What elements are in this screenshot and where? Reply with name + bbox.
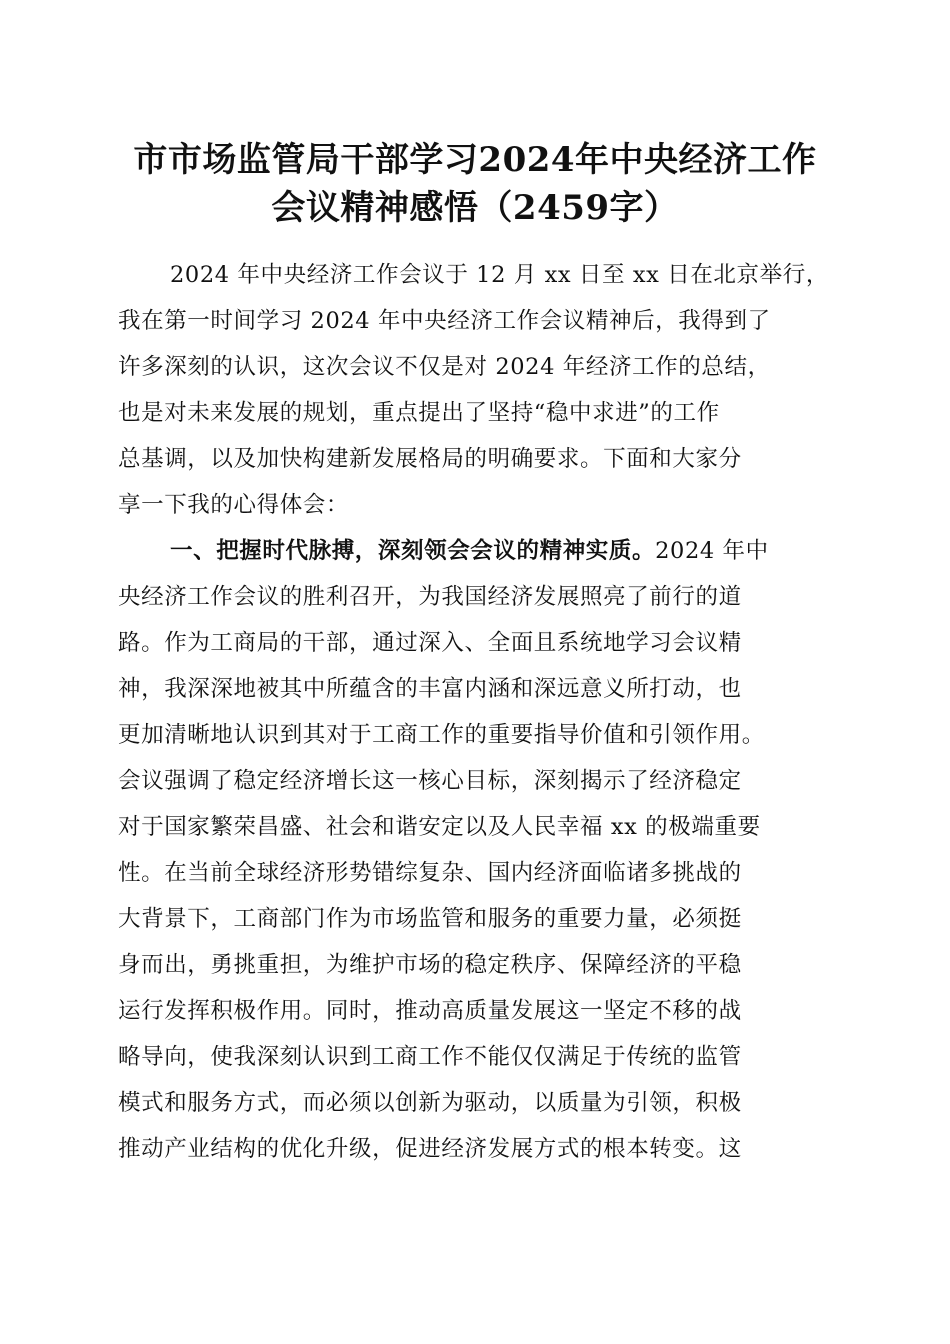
- title-line-1: 市市场监管局干部学习2024年中央经济工作: [133, 140, 817, 180]
- section-1-line: 模式和服务方式，而必须以创新为驱动，以质量为引领，积极: [118, 1090, 742, 1116]
- section-1-line: 推动产业结构的优化升级，促进经济发展方式的根本转变。这: [118, 1136, 742, 1162]
- section-1-line: 路。作为工商局的干部，通过深入、全面且系统地学习会议精: [118, 630, 742, 656]
- title-line-2: 会议精神感悟（2459字）: [271, 188, 679, 228]
- paragraph-1-line: 享一下我的心得体会：: [118, 492, 350, 518]
- document-title: [100, 136, 850, 232]
- section-1-line: 大背景下，工商部门作为市场监管和服务的重要力量，必须挺: [118, 906, 742, 932]
- section-1-line: 对于国家繁荣昌盛、社会和谐安定以及人民幸福 xx 的极端重要: [118, 814, 761, 840]
- section-1-line: 略导向，使我深刻认识到工商工作不能仅仅满足于传统的监管: [118, 1044, 742, 1070]
- paragraph-1-line: 许多深刻的认识，这次会议不仅是对 2024 年经济工作的总结，: [118, 354, 771, 380]
- paragraph-1-line: 2024 年中央经济工作会议于 12 月 xx 日至 xx 日在北京举行，: [170, 262, 829, 288]
- paragraph-1-line: 总基调，以及加快构建新发展格局的明确要求。下面和大家分: [118, 446, 742, 472]
- section-1-line: 性。在当前全球经济形势错综复杂、国内经济面临诸多挑战的: [118, 860, 742, 886]
- paragraph-1-line: 也是对未来发展的规划，重点提出了坚持“稳中求进”的工作: [118, 400, 720, 426]
- paragraph-1-line: 我在第一时间学习 2024 年中央经济工作会议精神后，我得到了: [118, 308, 771, 334]
- section-1-heading: 一、把握时代脉搏，深刻领会会议的精神实质。: [170, 538, 656, 564]
- document-body: [118, 252, 832, 1172]
- section-1-line: 神，我深深地被其中所蕴含的丰富内涵和深远意义所打动，也: [118, 676, 742, 702]
- section-1-line: 身而出，勇挑重担，为维护市场的稳定秩序、保障经济的平稳: [118, 952, 742, 978]
- section-1-first-tail: 2024 年中: [655, 538, 769, 564]
- section-1-line: 更加清晰地认识到其对于工商工作的重要指导价值和引领作用。: [118, 722, 765, 748]
- section-1-line: 会议强调了稳定经济增长这一核心目标，深刻揭示了经济稳定: [118, 768, 742, 794]
- section-1-line: 央经济工作会议的胜利召开，为我国经济发展照亮了前行的道: [118, 584, 742, 610]
- section-1-line: 运行发挥积极作用。同时，推动高质量发展这一坚定不移的战: [118, 998, 742, 1024]
- section-1-first-line: [118, 528, 832, 574]
